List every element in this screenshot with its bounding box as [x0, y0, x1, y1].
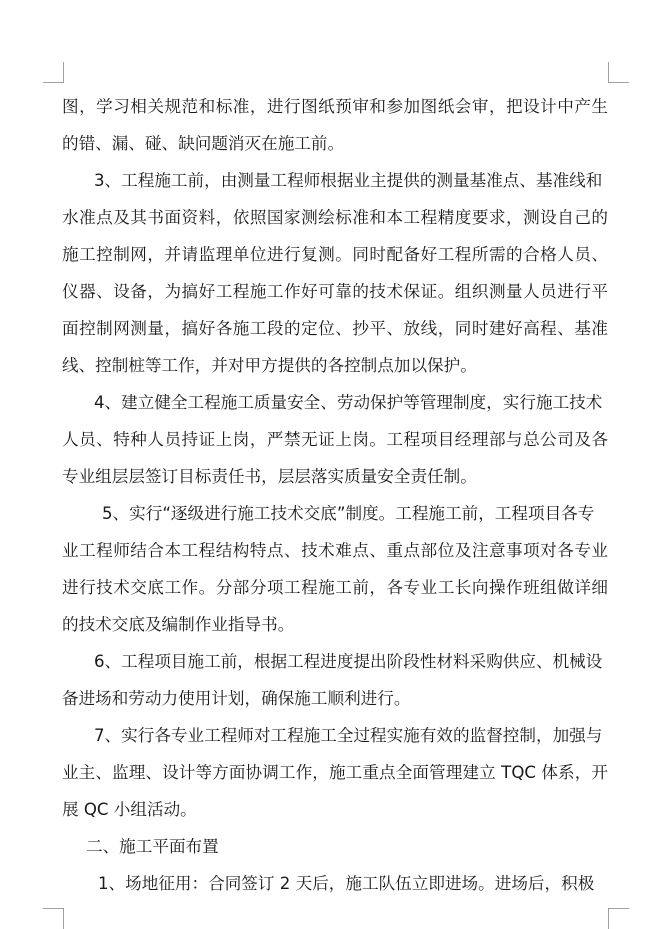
text-line: 的技术交底及编制作业指导书。	[62, 615, 295, 634]
text-line: 进行技术交底工作。分部分项工程施工前，各专业工长向操作班组做详细	[62, 578, 608, 597]
text-line: 人员、特种人员持证上岗，严禁无证上岗。工程项目经理部与总公司及各	[62, 430, 608, 449]
crop-mark-bottom-left	[43, 908, 64, 929]
document-body	[62, 88, 608, 902]
text-line: 专业组层层签订目标责任书，层层落实质量安全责任制。	[62, 467, 477, 486]
text-line: 6、工程项目施工前，根据工程进度提出阶段性材料采购供应、机械设	[94, 652, 603, 671]
text-line: 二、施工平面布置	[86, 837, 219, 856]
text-line: 5、实行“逐级进行施工技术交底”制度。工程施工前，工程项目各专	[102, 504, 595, 523]
text-line: 面控制网测量，搞好各施工段的定位、抄平、放线，同时建好高程、基准	[62, 319, 608, 338]
text-line: 3、工程施工前，由测量工程师根据业主提供的测量基准点、基准线和	[94, 171, 603, 190]
text-line: 展 QC 小组活动。	[62, 800, 197, 819]
text-line: 7、实行各专业工程师对工程施工全过程实施有效的监督控制，加强与	[94, 726, 603, 745]
crop-mark-top-left	[43, 62, 64, 83]
text-line: 线、控制桩等工作，并对甲方提供的各控制点加以保护。	[62, 356, 477, 375]
text-line: 业工程师结合本工程结构特点、技术难点、重点部位及注意事项对各专业	[62, 541, 608, 560]
text-line: 施工控制网，并请监理单位进行复测。同时配备好工程所需的合格人员、	[62, 245, 608, 264]
text-line: 业主、监理、设计等方面协调工作，施工重点全面管理建立 TQC 体系，开	[62, 763, 608, 782]
crop-mark-bottom-right	[608, 908, 629, 929]
text-line: 4、建立健全工程施工质量安全、劳动保护等管理制度，实行施工技术	[94, 393, 603, 412]
text-line: 的错、漏、碰、缺问题消灭在施工前。	[62, 134, 345, 153]
text-line: 备进场和劳动力使用计划，确保施工顺利进行。	[62, 689, 411, 708]
text-line: 图，学习相关规范和标准，进行图纸预审和参加图纸会审，把设计中产生	[62, 97, 608, 116]
crop-mark-top-right	[608, 62, 629, 83]
text-line: 仪器、设备，为搞好工程施工作好可靠的技术保证。组织测量人员进行平	[62, 282, 608, 301]
text-line: 水准点及其书面资料，依照国家测绘标准和本工程精度要求，测设自己的	[62, 208, 608, 227]
text-line: 1、场地征用：合同签订 2 天后，施工队伍立即进场。进场后，积极	[98, 874, 595, 893]
